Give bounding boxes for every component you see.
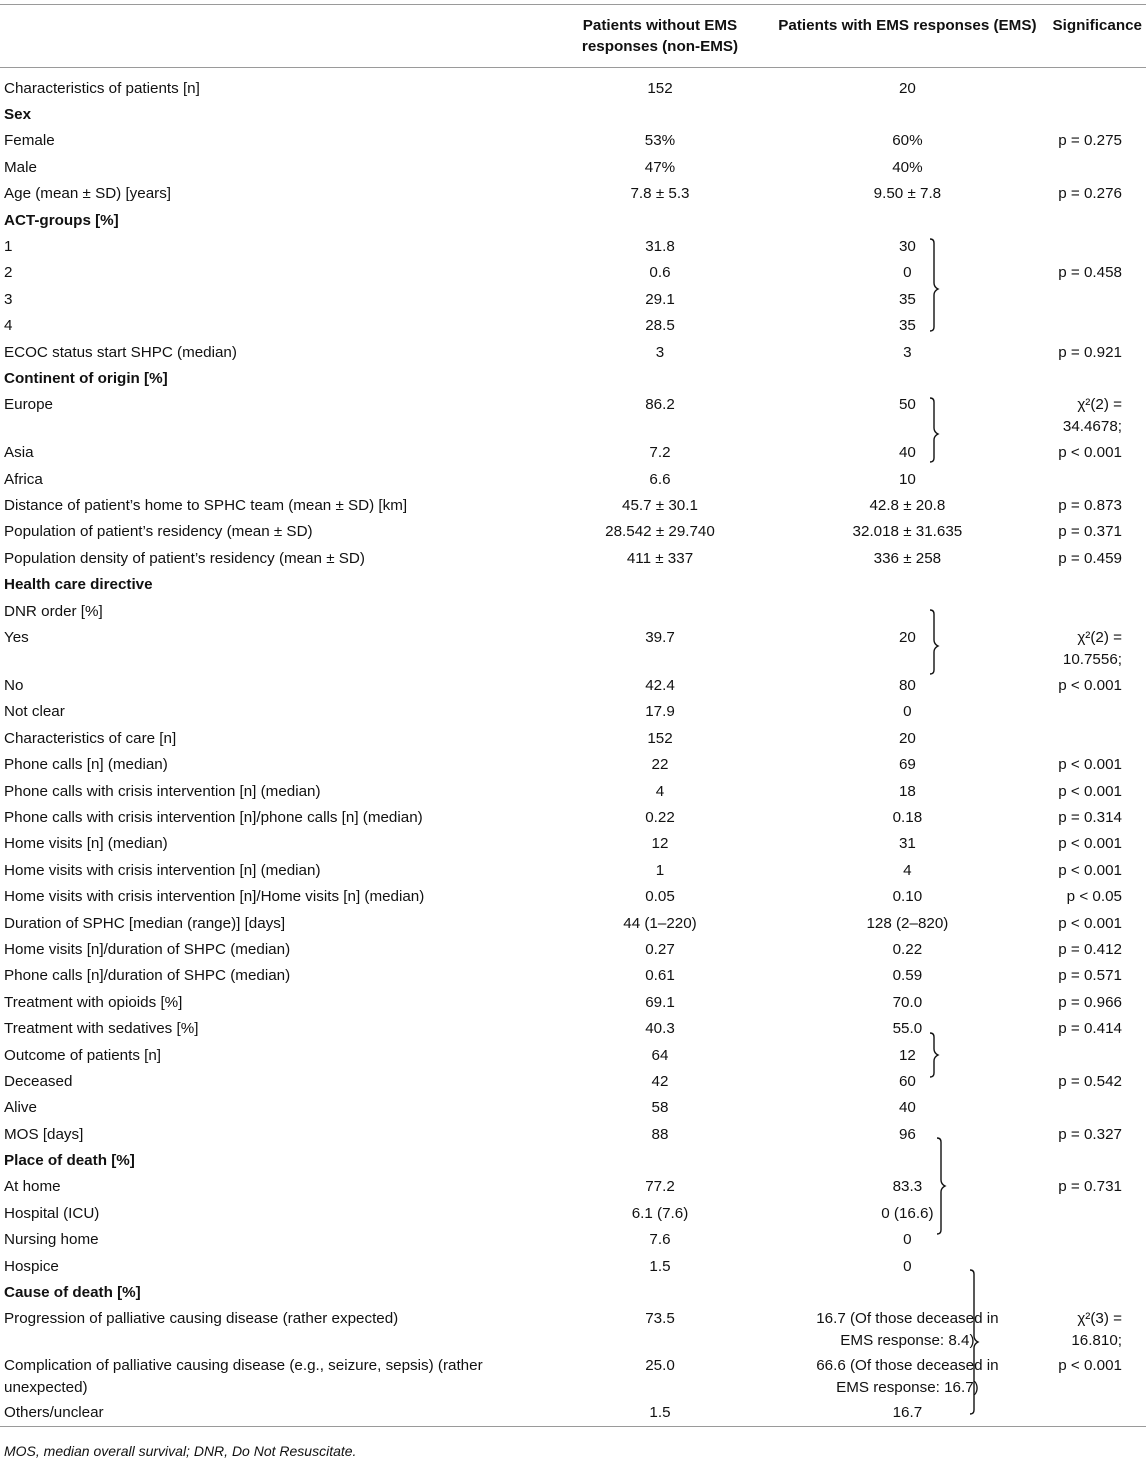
- table-row: [0, 1095, 1146, 1121]
- row-label: Cause of death [%]: [4, 1284, 141, 1302]
- cell-significance: p < 0.05: [1066, 888, 1122, 906]
- row-label: Sex: [4, 106, 32, 123]
- cell-non-ems: 0.27: [645, 940, 675, 958]
- cell-ems: 31: [898, 835, 916, 853]
- cell-non-ems: 22: [651, 756, 669, 774]
- row-label: 3: [4, 290, 13, 308]
- cell-significance: p = 0.458: [1058, 264, 1122, 282]
- table-footnote: MOS, median overall survival; DNR, Do Not Resuscitate.: [4, 1443, 357, 1459]
- table-row: [0, 572, 1146, 598]
- table-row: [0, 1400, 1146, 1427]
- table-body: [0, 68, 1146, 1427]
- table-row: [0, 990, 1146, 1016]
- cell-non-ems: 6.1 (7.6): [631, 1204, 689, 1222]
- cell-ems: 66.6 (Of those deceased in EMS response: 16.7): [816, 1357, 999, 1396]
- cell-non-ems: 3: [655, 343, 665, 361]
- row-label: Nursing home: [4, 1231, 99, 1249]
- cell-ems: 40%: [892, 158, 923, 176]
- cell-non-ems: 1.5: [649, 1257, 671, 1275]
- table-row: [0, 1174, 1146, 1200]
- table-row: [0, 1016, 1146, 1042]
- row-label: 1: [4, 237, 13, 255]
- row-label: Age (mean ± SD) [years]: [4, 185, 172, 203]
- row-label: Place of death [%]: [4, 1152, 135, 1170]
- cell-non-ems: [552, 366, 769, 392]
- cell-ems: 20: [898, 629, 916, 647]
- cell-significance: p < 0.001: [1058, 861, 1122, 879]
- table-row: [0, 726, 1146, 752]
- row-label: Phone calls with crisis intervention [n]/phone calls [n] (median): [4, 808, 423, 826]
- cell-non-ems: [552, 599, 769, 625]
- row-label: Phone calls with crisis intervention [n] (median): [4, 782, 321, 800]
- cell-significance: [1047, 1043, 1146, 1069]
- cell-ems: 80: [898, 677, 916, 695]
- table-row: [0, 208, 1146, 234]
- cell-non-ems: 45.7 ± 30.1: [622, 497, 698, 515]
- row-label: Hospital (ICU): [4, 1204, 100, 1222]
- table-row: [0, 1227, 1146, 1253]
- row-label: Home visits with crisis intervention [n]/Home visits [n] (median): [4, 888, 425, 906]
- cell-ems: [768, 1280, 1046, 1306]
- table-row: [0, 779, 1146, 805]
- cell-significance: [1047, 726, 1146, 752]
- results-table: [0, 4, 1146, 1427]
- cell-ems: 10: [898, 470, 916, 488]
- row-label: Female: [4, 132, 55, 150]
- cell-significance: p = 0.459: [1058, 549, 1122, 567]
- cell-ems: 9.50 ± 7.8: [873, 185, 942, 203]
- cell-ems: 20: [898, 80, 916, 97]
- cell-significance: p < 0.001: [1058, 835, 1122, 853]
- cell-significance: [1047, 102, 1146, 128]
- table-row: [0, 1122, 1146, 1148]
- cell-significance: [1047, 366, 1146, 392]
- cell-non-ems: 28.5: [645, 317, 675, 335]
- cell-non-ems: 69.1: [645, 993, 675, 1011]
- cell-significance: [1047, 1148, 1146, 1174]
- table-row: [0, 884, 1146, 910]
- table-row: [0, 260, 1146, 286]
- cell-ems: 0: [903, 1257, 912, 1275]
- cell-non-ems: 44 (1–220): [623, 914, 697, 932]
- row-label: Home visits [n]/duration of SHPC (median): [4, 940, 291, 958]
- header-non-ems: Patients without EMS responses (non-EMS): [581, 17, 739, 55]
- row-label: Others/unclear: [0, 1400, 552, 1427]
- cell-non-ems: 28.542 ± 29.740: [605, 523, 715, 541]
- row-label: Asia: [4, 444, 34, 462]
- cell-significance: p < 0.001: [1058, 677, 1122, 695]
- row-label: Treatment with opioids [%]: [4, 993, 183, 1011]
- cell-non-ems: 1: [655, 861, 665, 879]
- cell-ems: 32.018 ± 31.635: [852, 523, 963, 541]
- row-label: Population of patient’s residency (mean ± SD): [4, 523, 313, 541]
- cell-significance: [1047, 287, 1146, 313]
- cell-non-ems: [552, 208, 769, 234]
- cell-non-ems: 86.2: [645, 396, 675, 414]
- row-label: Outcome of patients [n]: [4, 1046, 162, 1064]
- cell-non-ems: 17.9: [645, 703, 675, 721]
- cell-significance: p = 0.966: [1058, 993, 1122, 1011]
- table-row: [0, 1043, 1146, 1069]
- row-label: At home: [4, 1178, 61, 1196]
- cell-ems: 30: [898, 237, 916, 255]
- cell-non-ems: [552, 102, 769, 128]
- cell-ems: 128 (2–820): [866, 914, 949, 932]
- table-row: [0, 128, 1146, 154]
- row-label: No: [4, 677, 24, 695]
- table-row: [0, 1280, 1146, 1306]
- table-row: [0, 467, 1146, 493]
- cell-non-ems: 58: [651, 1099, 669, 1117]
- cell-non-ems: 7.8 ± 5.3: [630, 185, 690, 203]
- cell-non-ems: 47%: [644, 158, 676, 176]
- row-label: Distance of patient’s home to SPHC team (mean ± SD) [km]: [4, 497, 408, 515]
- row-label: Home visits with crisis intervention [n] (median): [4, 861, 321, 879]
- cell-ems: 55.0: [892, 1020, 923, 1038]
- table-row: [0, 1201, 1146, 1227]
- cell-significance: p < 0.001: [1058, 1357, 1122, 1375]
- table-row: [0, 102, 1146, 128]
- row-label: Progression of palliative causing disease (rather expected): [4, 1310, 399, 1328]
- cell-non-ems: 29.1: [645, 290, 675, 308]
- table-row: [0, 1306, 1146, 1353]
- row-label: Characteristics of patients [n]: [4, 80, 200, 97]
- cell-significance: [1047, 1400, 1146, 1427]
- cell-ems: 0.18: [892, 808, 923, 826]
- cell-ems: 0: [903, 264, 912, 282]
- cell-ems: 0.22: [892, 940, 923, 958]
- cell-ems: 3: [903, 343, 912, 361]
- cell-significance: [1047, 599, 1146, 625]
- row-label: Home visits [n] (median): [4, 835, 168, 853]
- cell-significance: [1047, 467, 1146, 493]
- cell-non-ems: 152: [647, 80, 673, 97]
- row-label: Deceased: [4, 1072, 73, 1090]
- cell-significance: [1047, 313, 1146, 339]
- row-label: 2: [4, 264, 13, 282]
- cell-ems: 35: [898, 317, 916, 335]
- cell-significance: p = 0.921: [1058, 343, 1122, 361]
- cell-ems: [768, 366, 1046, 392]
- cell-significance: p < 0.001: [1058, 782, 1122, 800]
- row-label: Alive: [4, 1099, 37, 1117]
- cell-significance: p = 0.731: [1058, 1178, 1122, 1196]
- row-label: Africa: [4, 470, 43, 488]
- table-row: [0, 313, 1146, 339]
- cell-non-ems: 411 ± 337: [626, 549, 694, 567]
- row-label: ACT-groups [%]: [4, 211, 119, 229]
- cell-non-ems: 88: [651, 1125, 669, 1143]
- cell-non-ems: 0.61: [645, 967, 675, 985]
- cell-significance: p < 0.001: [1058, 756, 1122, 774]
- cell-ems: 40: [898, 1099, 916, 1117]
- cell-non-ems: 0.22: [645, 808, 675, 826]
- table-row: [0, 699, 1146, 725]
- row-label: Yes: [4, 629, 29, 647]
- table-row: [0, 858, 1146, 884]
- cell-significance: χ²(2) = 10.7556;: [1062, 629, 1122, 669]
- cell-significance: p = 0.542: [1058, 1072, 1122, 1090]
- cell-significance: p = 0.571: [1058, 967, 1122, 985]
- cell-ems: 42.8 ± 20.8: [869, 497, 946, 515]
- cell-significance: p < 0.001: [1058, 914, 1122, 932]
- cell-ems: [768, 102, 1046, 128]
- row-label: Continent of origin [%]: [4, 369, 168, 387]
- cell-ems: 60: [898, 1072, 916, 1090]
- table-row: [0, 752, 1146, 778]
- cell-significance: [1047, 1227, 1146, 1253]
- cell-non-ems: [552, 1148, 769, 1174]
- table-header: [0, 5, 1146, 68]
- cell-non-ems: 7.2: [649, 444, 671, 462]
- table-row: [0, 392, 1146, 440]
- cell-ems: 18: [898, 782, 916, 800]
- cell-non-ems: [552, 1280, 769, 1306]
- cell-significance: [1047, 1095, 1146, 1121]
- table-row: [0, 155, 1146, 181]
- cell-non-ems: 0.05: [645, 888, 675, 906]
- row-label: Hospice: [4, 1257, 59, 1275]
- cell-ems: 40: [898, 444, 916, 462]
- cell-ems: 0: [903, 1231, 912, 1249]
- table-row: [0, 1353, 1146, 1400]
- row-label: Male: [4, 158, 37, 176]
- cell-ems: 50: [898, 396, 916, 414]
- row-label: Phone calls [n] (median): [4, 756, 168, 774]
- cell-significance: [1047, 1254, 1146, 1280]
- cell-significance: [1047, 699, 1146, 725]
- cell-non-ems: 7.6: [649, 1231, 671, 1249]
- cell-ems: 35: [898, 290, 916, 308]
- cell-non-ems: 40.3: [645, 1020, 675, 1038]
- table-row: [0, 493, 1146, 519]
- cell-non-ems: 152: [647, 729, 673, 747]
- row-label: 4: [4, 317, 13, 335]
- cell-non-ems: 53%: [644, 132, 676, 150]
- cell-non-ems: 73.5: [645, 1310, 675, 1328]
- cell-non-ems: [552, 572, 769, 598]
- table-row: [0, 1148, 1146, 1174]
- cell-significance: p = 0.275: [1058, 132, 1122, 150]
- cell-non-ems: 0.6: [649, 264, 671, 282]
- cell-non-ems: 42: [651, 1072, 669, 1090]
- table-row: [0, 1069, 1146, 1095]
- cell-non-ems: 39.7: [645, 629, 675, 647]
- cell-ems: 0.59: [892, 967, 923, 985]
- cell-ems: 4: [903, 861, 912, 879]
- cell-non-ems: 42.4: [645, 677, 675, 695]
- cell-ems: 336 ± 258: [873, 549, 942, 567]
- cell-ems: 12: [898, 1046, 916, 1064]
- row-label: Complication of palliative causing disease (e.g., seizure, sepsis) (rather unexpected): [4, 1357, 483, 1396]
- cell-significance: [1047, 208, 1146, 234]
- table-row: [0, 287, 1146, 313]
- row-label: DNR order [%]: [4, 602, 103, 620]
- header-ems: Patients with EMS responses (EMS): [778, 17, 1037, 34]
- row-label: MOS [days]: [4, 1125, 84, 1143]
- cell-ems: 96: [898, 1125, 916, 1143]
- cell-ems: 0 (16.6): [881, 1204, 934, 1222]
- cell-significance: p < 0.001: [1058, 444, 1122, 462]
- cell-ems: 70.0: [892, 993, 923, 1011]
- cell-ems: [768, 572, 1046, 598]
- table-row: [0, 937, 1146, 963]
- cell-ems: 0: [903, 703, 912, 721]
- cell-ems: 69: [898, 756, 916, 774]
- table-row: [0, 1254, 1146, 1280]
- table-row: [0, 440, 1146, 466]
- cell-non-ems: 12: [651, 835, 669, 853]
- cell-significance: p = 0.414: [1058, 1020, 1122, 1038]
- table-row: [0, 963, 1146, 989]
- row-label: Europe: [4, 396, 53, 414]
- cell-significance: χ²(2) = 34.4678;: [1062, 396, 1122, 436]
- cell-ems: [768, 208, 1046, 234]
- cell-significance: p = 0.371: [1058, 523, 1122, 541]
- cell-non-ems: 31.8: [645, 237, 675, 255]
- table-row: [0, 68, 1146, 103]
- cell-ems: 16.7 (Of those deceased in EMS response: 8.4): [816, 1310, 999, 1349]
- row-label: Duration of SPHC [median (range)] [days]: [4, 914, 286, 932]
- table-row: [0, 599, 1146, 625]
- table-row: [0, 546, 1146, 572]
- cell-ems: 83.3: [892, 1178, 923, 1196]
- cell-non-ems: 4: [655, 782, 665, 800]
- cell-significance: p = 0.412: [1058, 940, 1122, 958]
- row-label: Phone calls [n]/duration of SHPC (median): [4, 967, 291, 985]
- table-row: [0, 181, 1146, 207]
- row-label: Characteristics of care [n]: [4, 729, 177, 747]
- cell-significance: [1047, 155, 1146, 181]
- row-label: Health care directive: [4, 576, 153, 594]
- cell-significance: [1047, 234, 1146, 260]
- row-label: Treatment with sedatives [%]: [4, 1020, 199, 1038]
- cell-significance: p = 0.873: [1058, 497, 1122, 515]
- cell-significance: [1047, 572, 1146, 598]
- cell-ems: [768, 1148, 1046, 1174]
- cell-non-ems: 1.5: [552, 1400, 769, 1427]
- cell-significance: p = 0.314: [1058, 808, 1122, 826]
- header-label: [0, 5, 552, 68]
- cell-ems: 20: [898, 729, 916, 747]
- row-label: Population density of patient’s residency (mean ± SD): [4, 549, 365, 567]
- cell-significance: [1047, 1280, 1146, 1306]
- table-row: [0, 519, 1146, 545]
- header-significance: Significance: [1052, 17, 1142, 34]
- table-row: [0, 673, 1146, 699]
- table-row: [0, 831, 1146, 857]
- table-row: [0, 805, 1146, 831]
- cell-ems: 16.7: [768, 1400, 1046, 1427]
- cell-ems: [768, 599, 1046, 625]
- table-row: [0, 911, 1146, 937]
- table-row: [0, 625, 1146, 673]
- row-label: Not clear: [4, 703, 65, 721]
- cell-significance: [1047, 1201, 1146, 1227]
- cell-significance: [1047, 68, 1146, 103]
- cell-non-ems: 77.2: [645, 1178, 675, 1196]
- header-row: [0, 5, 1146, 68]
- table-row: [0, 340, 1146, 366]
- cell-ems: 60%: [892, 132, 923, 150]
- table-row: [0, 366, 1146, 392]
- cell-significance: p = 0.327: [1058, 1125, 1122, 1143]
- table-row: [0, 234, 1146, 260]
- cell-ems: 0.10: [892, 888, 923, 906]
- cell-non-ems: 6.6: [649, 470, 671, 488]
- cell-non-ems: 25.0: [645, 1357, 675, 1375]
- cell-non-ems: 64: [651, 1046, 669, 1064]
- cell-significance: χ²(3) = 16.810;: [1071, 1310, 1122, 1349]
- row-label: ECOC status start SHPC (median): [4, 343, 237, 361]
- cell-significance: p = 0.276: [1058, 185, 1122, 203]
